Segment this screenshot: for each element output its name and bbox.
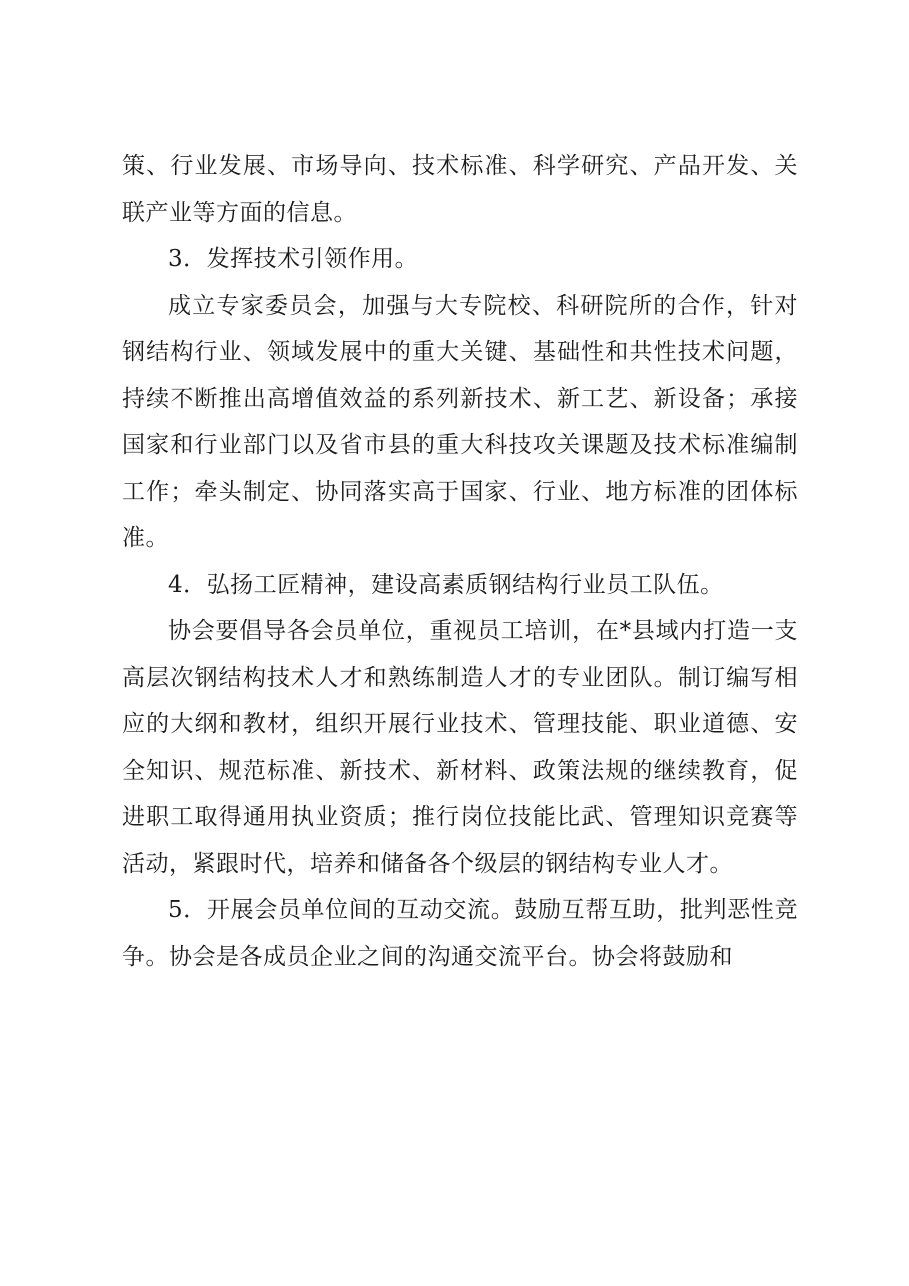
heading-3: 3．发挥技术引领作用。 — [168, 246, 419, 272]
paragraph-5: 5．开展会员单位间的互动交流。鼓励互帮互助，批判恶性竞争。协会是各成员企业之间的沟通交流平台。协会将鼓励和 — [122, 897, 798, 970]
paragraph-4: 协会要倡导各会员单位，重视员工培训，在*县域内打造一支高层次钢结构技术人才和熟练制造人才的专业团队。制订编写相应的大纲和教材，组织开展行业技术、管理技能、职业道德、安全知识、规范标准、新技术、新材料、政策法规的继续教育，促进职工取得通用执业资质；推行岗位技能比武、管理知识竞赛等活动，紧跟时代，培养和储备各个级层的钢结构专业人才。 — [122, 618, 798, 877]
paragraph-3: 成立专家委员会，加强与大专院校、科研院所的合作，针对钢结构行业、领域发展中的重大关键、基础性和共性技术问题，持续不断推出高增值效益的系列新技术、新工艺、新设备；承接国家和行业部门以及省市县的重大科技攻关课题及技术标准编制工作；牵头制定、协同落实高于国家、行业、地方标准的团体标准。 — [122, 292, 798, 551]
heading-4: 4．弘扬工匠精神，建设高素质钢结构行业员工队伍。 — [168, 571, 724, 598]
paragraph-continuation: 策、行业发展、市场导向、技术标准、科学研究、产品开发、关联产业等方面的信息。 — [122, 153, 798, 226]
document-body — [122, 143, 798, 980]
